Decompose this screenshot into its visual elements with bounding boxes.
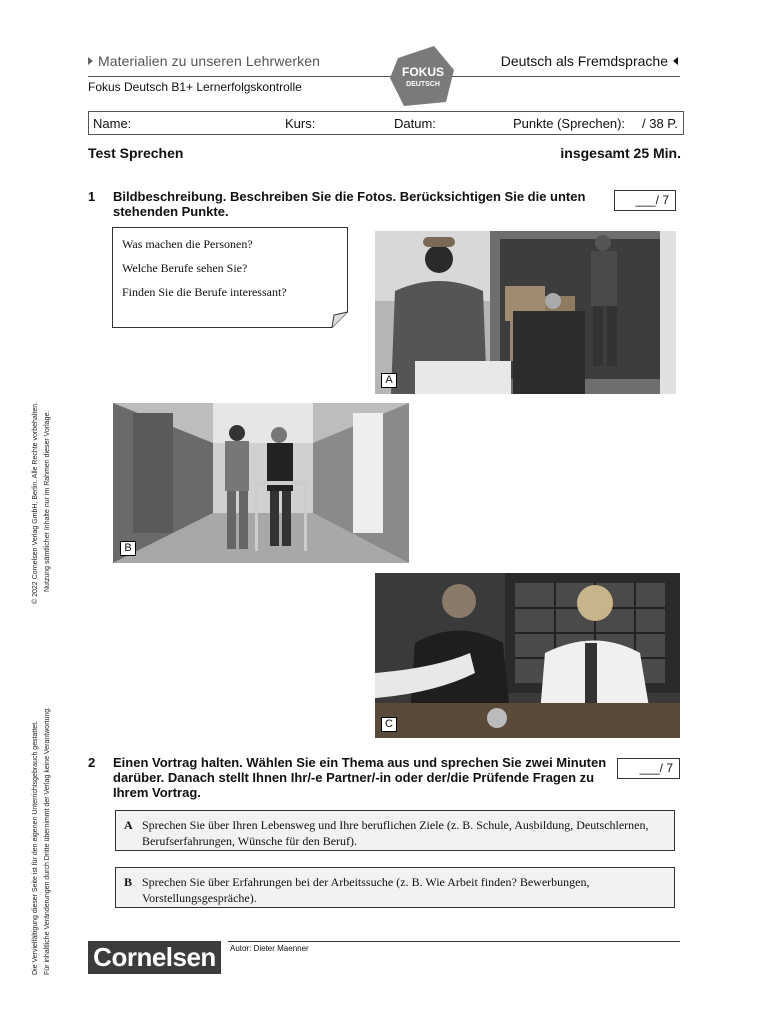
topic-a-box [115, 810, 675, 851]
topic-b-box [115, 867, 675, 908]
name-bar [88, 111, 684, 135]
question-note [112, 227, 348, 328]
photo-a [375, 231, 676, 394]
author-text: Autor: Dieter Maenner [230, 944, 309, 953]
name-field-label: Name: [93, 116, 132, 131]
photo-c-image [375, 573, 680, 738]
logo-line1: FOKUS [402, 65, 444, 79]
photo-c [375, 573, 680, 738]
question-2: Welche Berufe sehen Sie? [122, 261, 248, 275]
task1-instruction: Bildbeschreibung. Beschreiben Sie die Fotos. Berücksichtigen Sie die unten stehenden Punkte. [113, 189, 586, 219]
photo-b-label: B [120, 541, 136, 556]
triangle-right-icon [88, 57, 93, 65]
datum-field-label: Datum: [394, 116, 436, 131]
task1-score-box: ___/ 7 [614, 190, 676, 211]
task2-score-box: ___/ 7 [617, 758, 680, 779]
header-divider [88, 76, 680, 77]
photo-a-image [375, 231, 676, 394]
topic-a-text: Sprechen Sie über Ihren Lebensweg und Ihre beruflichen Ziele (z. B. Schule, Ausbildung, Deutschlernen, Berufserfahrungen, Wünsche für den Beruf). [142, 818, 649, 848]
side-copyright-2: Nutzung sämtlicher Inhalte nur im Rahmen dieser Vorlage. [44, 410, 51, 592]
kurs-field-label: Kurs: [285, 116, 316, 131]
photo-b [113, 403, 409, 563]
header-subtitle: Fokus Deutsch B1+ Lernerfolgskontrolle [88, 80, 302, 94]
side-copyright-1: © 2022 Cornelsen Verlag GmbH, Berlin. Alle Rechte vorbehalten. [32, 401, 39, 604]
punkte-field-label: Punkte (Sprechen): [513, 116, 626, 131]
page-title: Test Sprechen [88, 145, 184, 161]
punkte-total: / 38 P. [642, 116, 678, 131]
triangle-left-icon [673, 57, 678, 65]
photo-b-image [113, 403, 409, 563]
photo-c-label: C [381, 717, 397, 732]
task2-number: 2 [88, 755, 96, 770]
side-usage-2: Für inhaltliche Veränderungen durch Dritte übernimmt der Verlag keine Verantwortung. [44, 706, 51, 975]
task2-instruction: Einen Vortrag halten. Wählen Sie ein Thema aus und sprechen Sie zwei Minuten darüber. Danach stellt Ihnen Ihr/-e Partner/-in oder der/die Prüfende Fragen zu Ihrem Vortrag. [113, 755, 607, 800]
photo-a-label: A [381, 373, 397, 388]
fokus-deutsch-logo [390, 46, 458, 106]
total-time: insgesamt 25 Min. [560, 145, 681, 161]
side-usage-1: Die Vervielfältigung dieser Seite ist für den eigenen Unterrichtsgebrauch gestattet. [32, 720, 39, 975]
cornelsen-logo: Cornelsen [88, 941, 221, 974]
question-1: Was machen die Personen? [122, 237, 253, 251]
header-left-text: Materialien zu unseren Lehrwerken [88, 53, 320, 69]
logo-line2: DEUTSCH [406, 81, 440, 88]
topic-b-letter: B [124, 875, 133, 889]
question-3: Finden Sie die Berufe interessant? [122, 285, 287, 299]
topic-a-letter: A [124, 818, 133, 832]
topic-b-text: Sprechen Sie über Erfahrungen bei der Arbeitssuche (z. B. Wie Arbeit finden? Bewerbungen, Vorstellungsgespräche). [142, 875, 590, 905]
footer-divider [228, 941, 680, 942]
task1-number: 1 [88, 189, 96, 204]
header-right-text: Deutsch als Fremdsprache [501, 53, 678, 69]
